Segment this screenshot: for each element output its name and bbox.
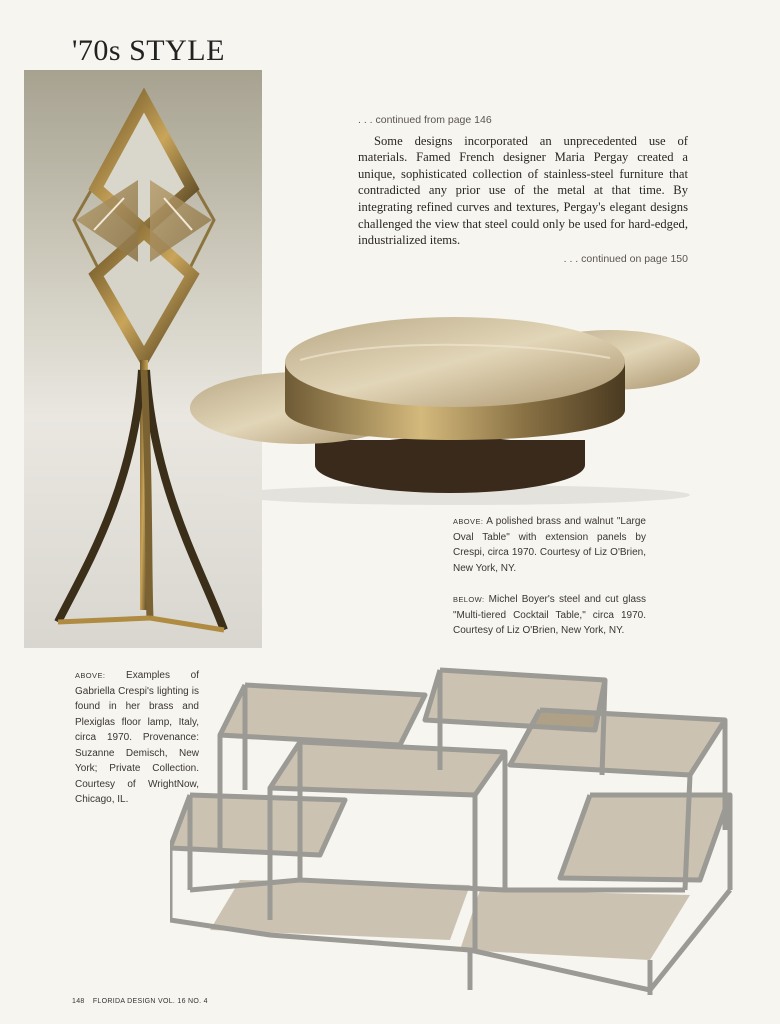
caption-text: Michel Boyer's steel and cut glass "Multi-tiered Cocktail Table," circa 1970. Courtesy of Liz O'Brien, New York, NY. <box>453 594 647 636</box>
caption-text: A polished brass and walnut "Large Oval Table" with extension panels by Crespi, circa 1970. Courtesy of Liz O'Brien, New York, NY. <box>453 516 646 574</box>
cocktail-table-photo <box>170 650 770 1005</box>
magazine-issue: FLORIDA DESIGN VOL. 16 NO. 4 <box>92 998 208 1005</box>
page-number: 148 <box>72 998 85 1005</box>
section-title: '70s STYLE <box>72 34 225 67</box>
continued-from: . . . continued from page 146 <box>358 114 492 126</box>
article-body <box>358 112 688 267</box>
oval-table-caption <box>453 514 646 576</box>
caption-text: Examples of Gabriella Crespi's lighting is found in her brass and Plexiglas floor lamp, Italy, circa 1970. Provenance: Suzanne Demisch, New York; Private Collection. Courtesy of WrightNow, Chicago, IL. <box>75 670 200 805</box>
page-footer <box>72 998 214 1005</box>
caption-label: ABOVE: <box>453 517 484 526</box>
caption-label: ABOVE: <box>75 671 106 680</box>
oval-table-photo <box>190 300 710 505</box>
continued-on: . . . continued on page 150 <box>563 252 688 265</box>
article-paragraph: Some designs incorporated an unprecedented use of materials. Famed French designer Maria Pergay created a unique, sophisticated collection of stainless-steel furniture that contradicted any prior use of the metal at that time. By integrating refined curves and textures, Pergay's elegant designs challenged the view that steel could only be used for hard-edged, industrialized items. <box>358 133 688 248</box>
caption-label: BELOW: <box>453 595 485 604</box>
cocktail-table-caption <box>453 592 646 639</box>
